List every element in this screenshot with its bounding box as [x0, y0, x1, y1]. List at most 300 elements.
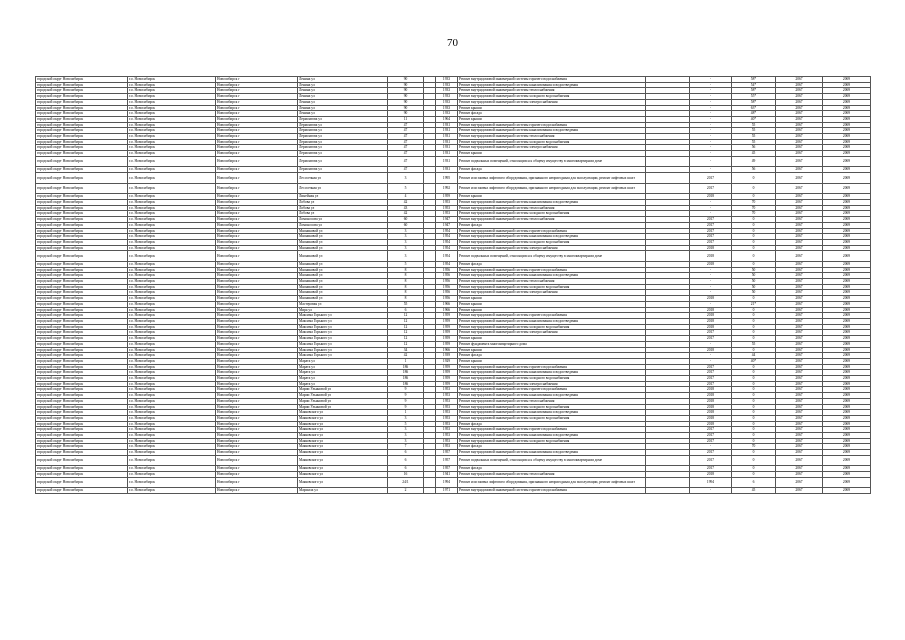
- table-cell: г.о. Новосибирск: [128, 245, 216, 251]
- table-cell: г.о. Новосибирск: [128, 251, 216, 262]
- table-cell: 1953: [436, 393, 458, 399]
- table-cell: Новосибирск г: [216, 273, 298, 279]
- table-cell: 2017: [690, 370, 732, 376]
- table-cell: -: [690, 156, 732, 167]
- table-cell: городской округ Новосибирск: [36, 364, 128, 370]
- table-cell: 1971: [436, 488, 458, 494]
- table-cell: Ремонт или замена лифтового оборудования, признанного непригодным для эксплуатации, ремонт лифтовых шахт: [458, 477, 646, 488]
- table-cell: 8: [388, 290, 424, 296]
- table-cell: городской округ Новосибирск: [36, 427, 128, 433]
- table-cell: 2069: [823, 398, 871, 404]
- table-cell: -: [690, 111, 732, 117]
- table-cell: 2069: [823, 245, 871, 251]
- table-cell: Новосибирск г: [216, 167, 298, 173]
- table-cell: 2069: [823, 111, 871, 117]
- table-cell: 3: [388, 173, 424, 184]
- table-cell: г.о. Новосибирск: [128, 466, 216, 472]
- table-cell: 12: [388, 324, 424, 330]
- table-cell: [646, 488, 690, 494]
- table-cell: Лермонтова ул: [298, 134, 388, 140]
- table-cell: 6: [732, 477, 776, 488]
- table-cell: 42: [388, 200, 424, 206]
- table-cell: г.о. Новосибирск: [128, 336, 216, 342]
- table-cell: 2069: [823, 427, 871, 433]
- table-cell: -: [690, 301, 732, 307]
- table-cell: городской округ Новосибирск: [36, 183, 128, 194]
- table-cell: 0: [732, 296, 776, 302]
- table-body: [36, 77, 871, 494]
- table-cell: 2067: [776, 228, 823, 234]
- table-cell: Новосибирск г: [216, 267, 298, 273]
- table-cell: 16: [388, 472, 424, 478]
- table-cell: 2067: [776, 139, 823, 145]
- table-cell: Ремонт крыши: [458, 336, 646, 342]
- table-cell: 2069: [823, 239, 871, 245]
- table-cell: Ремонт фундамента многоквартирного дома: [458, 341, 646, 347]
- table-cell: 1933: [436, 82, 458, 88]
- table-cell: 2069: [823, 194, 871, 200]
- table-cell: 1953: [436, 427, 458, 433]
- table-cell: Лобова ул: [298, 205, 388, 211]
- table-cell: городской округ Новосибирск: [36, 134, 128, 140]
- table-cell: 1954: [436, 261, 458, 267]
- table-cell: 2018: [690, 261, 732, 267]
- table-cell: 34: [388, 347, 424, 353]
- table-cell: 2067: [776, 134, 823, 140]
- table-cell: городской округ Новосибирск: [36, 415, 128, 421]
- table-cell: Ленина ул: [298, 111, 388, 117]
- table-cell: г.о. Новосибирск: [128, 324, 216, 330]
- table-cell: 56: [732, 145, 776, 151]
- table-cell: Ремонт или замена лифтового оборудования, признанного непригодным для эксплуатации, ремонт лифтовых шахт: [458, 183, 646, 194]
- table-cell: городской округ Новосибирск: [36, 88, 128, 94]
- table-cell: Новосибирск г: [216, 228, 298, 234]
- table-cell: г.о. Новосибирск: [128, 234, 216, 240]
- table-cell: -: [690, 211, 732, 217]
- table-cell: г.о. Новосибирск: [128, 318, 216, 324]
- table-cell: Ремонт внутридомовой инженерной системы теплоснабжения: [458, 88, 646, 94]
- table-cell: 24/1: [388, 477, 424, 488]
- table-cell: 5: [388, 261, 424, 267]
- table-row: [36, 156, 871, 167]
- table-cell: Максима Горького ул: [298, 313, 388, 319]
- table-cell: 2069: [823, 105, 871, 111]
- table-cell: [646, 455, 690, 466]
- table-cell: 54*: [732, 82, 776, 88]
- table-cell: 2067: [776, 273, 823, 279]
- table-cell: Лермонтова ул: [298, 139, 388, 145]
- table-cell: 12: [388, 313, 424, 319]
- table-cell: городской округ Новосибирск: [36, 279, 128, 285]
- table-cell: 2069: [823, 200, 871, 206]
- table-cell: 2067: [776, 364, 823, 370]
- table-cell: городской округ Новосибирск: [36, 211, 128, 217]
- table-cell: Марата ул: [298, 370, 388, 376]
- table-cell: 2017: [690, 239, 732, 245]
- table-cell: Новосибирск г: [216, 336, 298, 342]
- table-cell: -: [690, 444, 732, 450]
- table-cell: г.о. Новосибирск: [128, 301, 216, 307]
- table-cell: Ремонт внутридомовой инженерной системы теплоснабжения: [458, 134, 646, 140]
- table-cell: г.о. Новосибирск: [128, 167, 216, 173]
- table-cell: 2069: [823, 341, 871, 347]
- table-cell: Ремонт фасада: [458, 421, 646, 427]
- table-cell: городской округ Новосибирск: [36, 267, 128, 273]
- table-cell: Новосибирск г: [216, 82, 298, 88]
- table-cell: Ремонт внутридомовой инженерной системы канализования и водоотведения: [458, 370, 646, 376]
- table-cell: Новосибирск г: [216, 313, 298, 319]
- table-cell: г.о. Новосибирск: [128, 290, 216, 296]
- table-cell: Лермонтова ул: [298, 145, 388, 151]
- table-cell: 2018: [690, 251, 732, 262]
- table-cell: 2067: [776, 99, 823, 105]
- table-cell: Ремонт внутридомовой инженерной системы холодного водоснабжения: [458, 239, 646, 245]
- table-cell: Ремонт внутридомовой инженерной системы горячего водоснабжения: [458, 228, 646, 234]
- table-cell: Ремонт внутридомовой инженерной системы холодного водоснабжения: [458, 211, 646, 217]
- table-cell: Ремонт внутридомовой инженерной системы канализования и водоотведения: [458, 433, 646, 439]
- table-cell: 2017: [690, 381, 732, 387]
- table-cell: Ремонт внутридомовой инженерной системы холодного водоснабжения: [458, 404, 646, 410]
- table-cell: 2067: [776, 450, 823, 456]
- table-cell: 90: [388, 88, 424, 94]
- table-cell: 90: [388, 77, 424, 83]
- table-cell: Новосибирск г: [216, 145, 298, 151]
- table-cell: 2067: [776, 156, 823, 167]
- table-cell: Новосибирск г: [216, 477, 298, 488]
- table-cell: 1953: [436, 421, 458, 427]
- table-cell: г.о. Новосибирск: [128, 156, 216, 167]
- table-cell: Маяковского ул: [298, 472, 388, 478]
- table-cell: 1929: [436, 358, 458, 364]
- table-cell: Мясниковой ул: [298, 251, 388, 262]
- table-cell: Новосибирск г: [216, 251, 298, 262]
- table-cell: 0: [732, 173, 776, 184]
- table-cell: 1: [388, 358, 424, 364]
- table-cell: Ремонт внутридомовой инженерной системы горячего водоснабжения: [458, 364, 646, 370]
- table-cell: г.о. Новосибирск: [128, 358, 216, 364]
- table-cell: городской округ Новосибирск: [36, 370, 128, 376]
- table-cell: 2069: [823, 421, 871, 427]
- table-cell: г.о. Новосибирск: [128, 433, 216, 439]
- table-cell: 2069: [823, 77, 871, 83]
- table-cell: 1956: [436, 273, 458, 279]
- table-cell: Лермонтова ул: [298, 116, 388, 122]
- table-cell: 2017: [690, 455, 732, 466]
- table-cell: 90: [388, 94, 424, 100]
- table-cell: городской округ Новосибирск: [36, 156, 128, 167]
- table-cell: 2067: [776, 376, 823, 382]
- table-cell: 2069: [823, 364, 871, 370]
- table-cell: Ремонт внутридомовой инженерной системы электроснабжения: [458, 145, 646, 151]
- table-cell: Новосибирск г: [216, 139, 298, 145]
- table-cell: 0: [732, 410, 776, 416]
- table-cell: г.о. Новосибирск: [128, 347, 216, 353]
- table-cell: 8: [388, 296, 424, 302]
- table-cell: городской округ Новосибирск: [36, 381, 128, 387]
- table-cell: г.о. Новосибирск: [128, 173, 216, 184]
- table-cell: 1931: [436, 139, 458, 145]
- table-cell: 2069: [823, 183, 871, 194]
- table-cell: Мясниковой ул: [298, 279, 388, 285]
- table-cell: г.о. Новосибирск: [128, 139, 216, 145]
- table-cell: Новосибирск г: [216, 173, 298, 184]
- table-cell: 1959: [436, 381, 458, 387]
- table-cell: 0: [732, 438, 776, 444]
- table-cell: Мясниковой ул: [298, 239, 388, 245]
- table-cell: 90: [388, 82, 424, 88]
- table-cell: Ремонт фасада: [458, 444, 646, 450]
- table-cell: Ремонт внутридомовой инженерной системы электроснабжения: [458, 381, 646, 387]
- table-cell: 2069: [823, 139, 871, 145]
- table-cell: Маяковского ул: [298, 455, 388, 466]
- table-cell: Маяковского ул: [298, 421, 388, 427]
- table-cell: г.о. Новосибирск: [128, 393, 216, 399]
- table-cell: 70: [732, 205, 776, 211]
- table-cell: 3: [388, 427, 424, 433]
- table-row: [36, 455, 871, 466]
- table-cell: Лобова ул: [298, 200, 388, 206]
- table-cell: 40*: [732, 116, 776, 122]
- table-cell: городской округ Новосибирск: [36, 421, 128, 427]
- table-cell: Новосибирск г: [216, 398, 298, 404]
- table-cell: Ремонт внутридомовой инженерной системы горячего водоснабжения: [458, 122, 646, 128]
- table-cell: 2067: [776, 111, 823, 117]
- table-cell: 2069: [823, 134, 871, 140]
- table-cell: -: [690, 488, 732, 494]
- table-cell: 1966: [436, 347, 458, 353]
- table-cell: городской округ Новосибирск: [36, 313, 128, 319]
- table-cell: 60: [388, 222, 424, 228]
- table-cell: 5: [388, 183, 424, 194]
- table-cell: г.о. Новосибирск: [128, 111, 216, 117]
- table-cell: 2067: [776, 279, 823, 285]
- table-cell: 2067: [776, 307, 823, 313]
- table-cell: Маяковского ул: [298, 433, 388, 439]
- table-cell: городской округ Новосибирск: [36, 404, 128, 410]
- table-cell: [424, 156, 436, 167]
- table-cell: 12: [388, 318, 424, 324]
- table-cell: 2069: [823, 393, 871, 399]
- table-cell: 2069: [823, 251, 871, 262]
- table-cell: Ремонт внутридомовой инженерной системы канализования и водоотведения: [458, 318, 646, 324]
- table-cell: 9: [388, 404, 424, 410]
- table-cell: 1994: [436, 477, 458, 488]
- table-cell: городской округ Новосибирск: [36, 145, 128, 151]
- table-cell: 50: [732, 290, 776, 296]
- table-cell: 3: [388, 239, 424, 245]
- table-cell: Новосибирск г: [216, 156, 298, 167]
- table-cell: 2069: [823, 358, 871, 364]
- table-cell: 45: [732, 151, 776, 157]
- table-cell: Ленина ул: [298, 88, 388, 94]
- table-cell: 0: [732, 183, 776, 194]
- table-cell: 1956: [436, 267, 458, 273]
- table-cell: [424, 183, 436, 194]
- table-cell: Новосибирск г: [216, 111, 298, 117]
- table-cell: 2069: [823, 116, 871, 122]
- table-cell: 2017: [690, 234, 732, 240]
- page-number: 70: [447, 37, 458, 49]
- table-cell: 2067: [776, 245, 823, 251]
- table-cell: 2069: [823, 267, 871, 273]
- table-cell: 2017: [690, 364, 732, 370]
- table-cell: 2067: [776, 261, 823, 267]
- table-cell: г.о. Новосибирск: [128, 228, 216, 234]
- table-cell: 0: [732, 427, 776, 433]
- table-cell: 0: [732, 398, 776, 404]
- table-cell: Мира ул: [298, 307, 388, 313]
- table-cell: 2069: [823, 307, 871, 313]
- table-cell: 55: [732, 139, 776, 145]
- table-cell: Ремонт внутридомовой инженерной системы канализования и водоотведения: [458, 410, 646, 416]
- table-cell: 0: [732, 313, 776, 319]
- table-cell: Ремонт фасада: [458, 353, 646, 359]
- table-cell: Ломоносова ул: [298, 217, 388, 223]
- table-cell: Новосибирск г: [216, 217, 298, 223]
- table-cell: 2017: [690, 450, 732, 456]
- table-cell: городской округ Новосибирск: [36, 324, 128, 330]
- table-cell: г.о. Новосибирск: [128, 404, 216, 410]
- table-cell: 8: [388, 279, 424, 285]
- table-cell: 2069: [823, 438, 871, 444]
- table-cell: [424, 477, 436, 488]
- table-cell: 2069: [823, 217, 871, 223]
- table-cell: 2067: [776, 488, 823, 494]
- table-cell: Новосибирск г: [216, 151, 298, 157]
- table-cell: г.о. Новосибирск: [128, 94, 216, 100]
- table-cell: 6: [388, 466, 424, 472]
- table-cell: 60: [388, 217, 424, 223]
- table-cell: 0: [732, 393, 776, 399]
- table-cell: г.о. Новосибирск: [128, 145, 216, 151]
- table-cell: Новосибирск г: [216, 324, 298, 330]
- table-cell: городской округ Новосибирск: [36, 273, 128, 279]
- table-cell: 2067: [776, 404, 823, 410]
- table-cell: -: [690, 77, 732, 83]
- table-cell: Ремонт внутридомовой инженерной системы горячего водоснабжения: [458, 313, 646, 319]
- table-cell: Маяковского ул: [298, 450, 388, 456]
- table-cell: 2067: [776, 128, 823, 134]
- table-cell: Новосибирск г: [216, 116, 298, 122]
- table-cell: -: [690, 341, 732, 347]
- table-cell: Мясниковой ул: [298, 267, 388, 273]
- table-cell: -: [690, 145, 732, 151]
- table-cell: 1956: [436, 296, 458, 302]
- table-cell: [424, 455, 436, 466]
- table-cell: Ремонт внутридомовой инженерной системы теплоснабжения: [458, 205, 646, 211]
- table-cell: г.о. Новосибирск: [128, 217, 216, 223]
- table-cell: Новосибирск г: [216, 211, 298, 217]
- table-cell: Ремонт фасада: [458, 222, 646, 228]
- table-cell: 0: [732, 234, 776, 240]
- table-cell: 2067: [776, 433, 823, 439]
- table-cell: 2067: [776, 370, 823, 376]
- table-cell: 2069: [823, 211, 871, 217]
- table-cell: Маршала ул: [298, 488, 388, 494]
- table-cell: Ремонт внутридомовой инженерной системы теплоснабжения: [458, 217, 646, 223]
- table-cell: 2067: [776, 301, 823, 307]
- table-cell: 2067: [776, 313, 823, 319]
- table-cell: г.о. Новосибирск: [128, 341, 216, 347]
- table-cell: 186: [388, 364, 424, 370]
- table-cell: городской округ Новосибирск: [36, 128, 128, 134]
- table-cell: Максима Горького ул: [298, 347, 388, 353]
- table-cell: 45: [732, 488, 776, 494]
- table-cell: Максима Горького ул: [298, 318, 388, 324]
- table-cell: городской округ Новосибирск: [36, 167, 128, 173]
- table-cell: 0: [732, 347, 776, 353]
- table-cell: 2067: [776, 205, 823, 211]
- table-cell: городской округ Новосибирск: [36, 296, 128, 302]
- table-cell: 1947: [436, 217, 458, 223]
- table-cell: 1931: [436, 122, 458, 128]
- table-cell: 186: [388, 381, 424, 387]
- table-cell: 2069: [823, 173, 871, 184]
- table-cell: 186: [388, 370, 424, 376]
- table-cell: 1953: [436, 387, 458, 393]
- table-cell: 2018: [690, 313, 732, 319]
- table-cell: Мясниковой ул: [298, 245, 388, 251]
- table-cell: Ремонт внутридомовой инженерной системы холодного водоснабжения: [458, 376, 646, 382]
- table-cell: 2067: [776, 284, 823, 290]
- table-cell: Ремонт внутридомовой инженерной системы холодного водоснабжения: [458, 324, 646, 330]
- table-cell: 0: [732, 228, 776, 234]
- table-cell: -: [690, 134, 732, 140]
- table-cell: 2018: [690, 296, 732, 302]
- table-cell: 1931: [436, 145, 458, 151]
- table-cell: 3: [388, 433, 424, 439]
- table-cell: 47: [388, 156, 424, 167]
- table-cell: 2069: [823, 301, 871, 307]
- table-cell: 2069: [823, 167, 871, 173]
- table-cell: 2067: [776, 88, 823, 94]
- table-cell: 2067: [776, 324, 823, 330]
- table-cell: г.о. Новосибирск: [128, 353, 216, 359]
- table-cell: Ремонт внутридомовой инженерной системы горячего водоснабжения: [458, 77, 646, 83]
- table-cell: 2017: [690, 466, 732, 472]
- table-cell: 2018: [690, 194, 732, 200]
- table-cell: 2017: [690, 336, 732, 342]
- table-cell: 0: [732, 194, 776, 200]
- table-cell: Ремонт внутридомовой инженерной системы канализования и водоотведения: [458, 393, 646, 399]
- table-cell: Новосибирск г: [216, 234, 298, 240]
- table-cell: г.о. Новосибирск: [128, 438, 216, 444]
- table-cell: Ремонт или замена лифтового оборудования, признанного непригодным для эксплуатации, ремонт лифтовых шахт: [458, 173, 646, 184]
- table-cell: [424, 488, 436, 494]
- table-cell: Ломоносова ул: [298, 222, 388, 228]
- table-cell: 8: [388, 267, 424, 273]
- table-cell: -: [690, 284, 732, 290]
- table-cell: Маяковского ул: [298, 438, 388, 444]
- table-cell: Новосибирск г: [216, 466, 298, 472]
- table-cell: 0: [732, 433, 776, 439]
- table-cell: г.о. Новосибирск: [128, 222, 216, 228]
- table-cell: г.о. Новосибирск: [128, 427, 216, 433]
- table-cell: 2069: [823, 128, 871, 134]
- table-cell: 2067: [776, 82, 823, 88]
- table-cell: г.о. Новосибирск: [128, 421, 216, 427]
- table-cell: Ремонт внутридомовой инженерной системы горячего водоснабжения: [458, 267, 646, 273]
- table-cell: Лермонтова ул: [298, 122, 388, 128]
- repair-schedule-table: [35, 76, 871, 494]
- table-cell: городской округ Новосибирск: [36, 111, 128, 117]
- table-cell: городской округ Новосибирск: [36, 393, 128, 399]
- table-cell: 2069: [823, 151, 871, 157]
- table-cell: 1941: [436, 472, 458, 478]
- table-cell: городской округ Новосибирск: [36, 245, 128, 251]
- table-cell: городской округ Новосибирск: [36, 200, 128, 206]
- table-cell: -: [690, 122, 732, 128]
